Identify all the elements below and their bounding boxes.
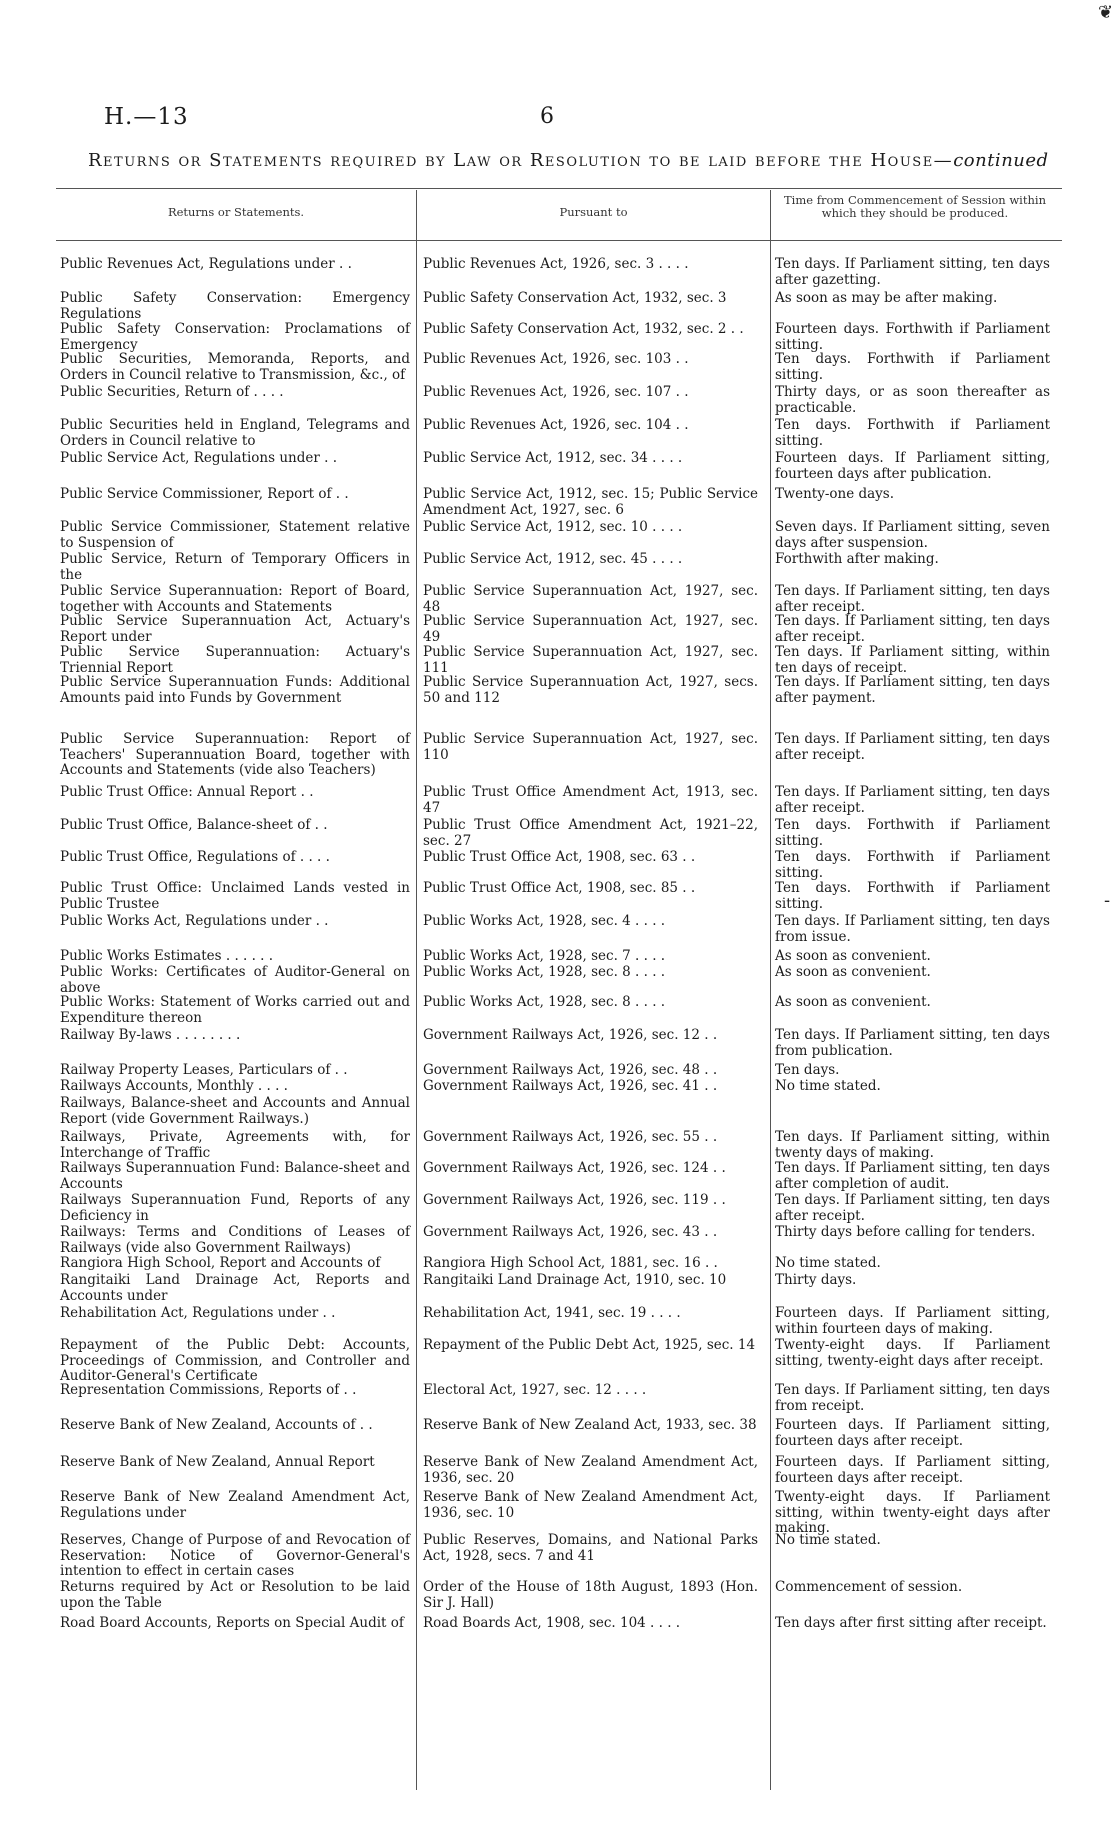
cell-time: Ten days. If Parliament sitting, ten days after receipt. — [775, 731, 1050, 763]
cell-returns: Public Works Act, Regulations under . . — [60, 913, 329, 929]
title-continued: continued — [953, 150, 1049, 171]
cell-time: Ten days after first sitting after receipt. — [775, 1615, 1047, 1631]
cell-time: Fourteen days. If Parliament sitting, within fourteen days of making. — [775, 1305, 1050, 1337]
cell-returns: Representation Commissions, Reports of . . — [60, 1382, 357, 1398]
cell-returns: Public Works Estimates . . . . . . — [60, 948, 274, 964]
cell-pursuant: Electoral Act, 1927, sec. 12 . . . . — [423, 1382, 647, 1398]
cell-time: Ten days. Forthwith if Parliament sitting. — [775, 880, 1050, 912]
cell-time: Thirty days, or as soon thereafter as practicable. — [775, 384, 1050, 416]
cell-time: Fourteen days. If Parliament sitting, fourteen days after receipt. — [775, 1417, 1050, 1449]
cell-pursuant: Public Safety Conservation Act, 1932, sec. 3 — [423, 290, 727, 306]
cell-time: No time stated. — [775, 1532, 881, 1548]
cell-returns: Public Service Superannuation Act, Actuary's Report under — [60, 613, 410, 645]
page-number: 6 — [540, 104, 554, 129]
cell-time: As soon as convenient. — [775, 948, 931, 964]
cell-returns: Public Service Superannuation Funds: Additional Amounts paid into Funds by Government — [60, 674, 410, 706]
cell-pursuant: Rehabilitation Act, 1941, sec. 19 . . . . — [423, 1305, 681, 1321]
cell-time: Twenty-eight days. If Parliament sitting, twenty-eight days after receipt. — [775, 1337, 1050, 1369]
cell-returns: Road Board Accounts, Reports on Special Audit of — [60, 1615, 404, 1631]
cell-returns: Reserve Bank of New Zealand, Accounts of . . — [60, 1417, 373, 1433]
column-header-pursuant: Pursuant to — [559, 205, 628, 219]
cell-time: Ten days. Forthwith if Parliament sitting. — [775, 849, 1050, 881]
cell-pursuant: Public Safety Conservation Act, 1932, sec. 2 . . — [423, 321, 744, 337]
cell-pursuant: Public Works Act, 1928, sec. 8 . . . . — [423, 964, 666, 980]
cell-time: Fourteen days. If Parliament sitting, fourteen days after publication. — [775, 450, 1050, 482]
cell-pursuant: Government Railways Act, 1926, sec. 12 . . — [423, 1027, 718, 1043]
cell-pursuant: Public Service Superannuation Act, 1927, sec. 110 — [423, 731, 758, 763]
cell-pursuant: Public Trust Office Act, 1908, sec. 85 . . — [423, 880, 696, 896]
cell-returns: Public Service Superannuation: Report of Teachers' Superannuation Board, together with Accounts and Statements (vide also Teachers) — [60, 731, 410, 778]
cell-time: As soon as convenient. — [775, 964, 931, 980]
cell-returns: Reserve Bank of New Zealand Amendment Act, Regulations under — [60, 1489, 410, 1521]
cell-returns: Reserves, Change of Purpose of and Revocation of Reservation: Notice of Governor-General's intention to effect in certain cases — [60, 1532, 410, 1579]
cell-returns: Public Service Commissioner, Report of . . — [60, 486, 349, 502]
margin-mark-right: - — [1104, 890, 1111, 911]
cell-returns: Rangiora High School, Report and Accounts of — [60, 1255, 381, 1271]
cell-returns: Public Service Superannuation: Actuary's Triennial Report — [60, 644, 410, 676]
cell-time: Ten days. — [775, 1062, 840, 1078]
cell-pursuant: Road Boards Act, 1908, sec. 104 . . . . — [423, 1615, 681, 1631]
cell-returns: Public Trust Office: Unclaimed Lands vested in Public Trustee — [60, 880, 410, 912]
cell-returns: Public Trust Office: Annual Report . . — [60, 784, 314, 800]
cell-pursuant: Government Railways Act, 1926, sec. 41 . . — [423, 1078, 718, 1094]
cell-pursuant: Public Revenues Act, 1926, sec. 107 . . — [423, 384, 689, 400]
cell-time: Ten days. If Parliament sitting, ten days after receipt. — [775, 784, 1050, 816]
cell-returns: Rangitaiki Land Drainage Act, Reports and Accounts under — [60, 1272, 410, 1304]
header-rule — [56, 240, 1062, 241]
cell-time: Thirty days. — [775, 1272, 857, 1288]
cell-returns: Rehabilitation Act, Regulations under . . — [60, 1305, 336, 1321]
cell-returns: Reserve Bank of New Zealand, Annual Report — [60, 1454, 375, 1470]
cell-time: Seven days. If Parliament sitting, seven days after suspension. — [775, 519, 1050, 551]
cell-returns: Public Service Act, Regulations under . . — [60, 450, 337, 466]
cell-time: Ten days. If Parliament sitting, within ten days of receipt. — [775, 644, 1050, 676]
cell-time: Twenty-eight days. If Parliament sitting, within twenty-eight days after making. — [775, 1489, 1050, 1536]
cell-pursuant: Public Revenues Act, 1926, sec. 3 . . . . — [423, 256, 689, 272]
cell-pursuant: Government Railways Act, 1926, sec. 124 . . — [423, 1160, 726, 1176]
cell-time: Ten days. Forthwith if Parliament sitting. — [775, 417, 1050, 449]
cell-time: Fourteen days. If Parliament sitting, fourteen days after receipt. — [775, 1454, 1050, 1486]
cell-pursuant: Government Railways Act, 1926, sec. 48 . . — [423, 1062, 718, 1078]
cell-pursuant: Reserve Bank of New Zealand Amendment Act, 1936, sec. 20 — [423, 1454, 758, 1486]
cell-pursuant: Order of the House of 18th August, 1893 (Hon. Sir J. Hall) — [423, 1579, 758, 1611]
cell-time: Ten days. If Parliament sitting, ten days after receipt. — [775, 1192, 1050, 1224]
cell-time: Fourteen days. Forthwith if Parliament sitting. — [775, 321, 1050, 353]
cell-returns: Public Trust Office, Balance-sheet of . . — [60, 817, 328, 833]
cell-returns: Public Securities, Return of . . . . — [60, 384, 284, 400]
cell-pursuant: Public Works Act, 1928, sec. 8 . . . . — [423, 994, 666, 1010]
cell-time: As soon as convenient. — [775, 994, 931, 1010]
cell-returns: Public Trust Office, Regulations of . . . . — [60, 849, 330, 865]
cell-returns: Railway By-laws . . . . . . . . — [60, 1027, 241, 1043]
cell-returns: Public Works: Certificates of Auditor-General on above — [60, 964, 410, 996]
cell-pursuant: Rangitaiki Land Drainage Act, 1910, sec. 10 — [423, 1272, 727, 1288]
cell-returns: Railways: Terms and Conditions of Leases of Railways (vide also Government Railways) — [60, 1224, 410, 1256]
cell-pursuant: Reserve Bank of New Zealand Act, 1933, sec. 38 — [423, 1417, 757, 1433]
cell-returns: Public Works: Statement of Works carried out and Expenditure thereon — [60, 994, 410, 1026]
cell-returns: Railway Property Leases, Particulars of . . — [60, 1062, 348, 1078]
cell-returns: Public Service Superannuation: Report of Board, together with Accounts and Statements — [60, 583, 410, 615]
cell-pursuant: Public Service Act, 1912, sec. 45 . . . . — [423, 551, 683, 567]
cell-pursuant: Public Trust Office Act, 1908, sec. 63 . . — [423, 849, 696, 865]
column-header-returns: Returns or Statements. — [167, 205, 305, 219]
cell-time: Ten days. If Parliament sitting, ten days after receipt. — [775, 583, 1050, 615]
cell-returns: Railways Accounts, Monthly . . . . — [60, 1078, 288, 1094]
cell-time: Ten days. If Parliament sitting, ten days after gazetting. — [775, 256, 1050, 288]
cell-pursuant: Government Railways Act, 1926, sec. 43 . . — [423, 1224, 718, 1240]
cell-time: As soon as may be after making. — [775, 290, 998, 306]
cell-returns: Public Service, Return of Temporary Officers in the — [60, 551, 410, 583]
cell-pursuant: Public Revenues Act, 1926, sec. 104 . . — [423, 417, 689, 433]
cell-returns: Railways Superannuation Fund: Balance-sheet and Accounts — [60, 1160, 410, 1192]
title-rule — [56, 188, 1062, 189]
cell-pursuant: Public Service Superannuation Act, 1927, sec. 49 — [423, 613, 758, 645]
column-header-time: Time from Commencement of Session within which they should be produced. — [784, 193, 1046, 220]
cell-pursuant: Public Reserves, Domains, and National Parks Act, 1928, secs. 7 and 41 — [423, 1532, 758, 1564]
cell-returns: Public Securities held in England, Telegrams and Orders in Council relative to — [60, 417, 410, 449]
cell-time: No time stated. — [775, 1255, 881, 1271]
column-divider-2 — [770, 190, 771, 1790]
cell-pursuant: Public Works Act, 1928, sec. 7 . . . . — [423, 948, 666, 964]
cell-returns: Public Safety Conservation: Proclamations of Emergency — [60, 321, 410, 353]
cell-returns: Public Service Commissioner, Statement relative to Suspension of — [60, 519, 410, 551]
cell-time: No time stated. — [775, 1078, 881, 1094]
cell-pursuant: Repayment of the Public Debt Act, 1925, sec. 14 — [423, 1337, 756, 1353]
cell-pursuant: Government Railways Act, 1926, sec. 55 . . — [423, 1129, 718, 1145]
cell-pursuant: Government Railways Act, 1926, sec. 119 . . — [423, 1192, 726, 1208]
cell-pursuant: Public Trust Office Amendment Act, 1913, sec. 47 — [423, 784, 758, 816]
title-main: Returns or Statements required by Law or Resolution to be laid before the House— — [88, 150, 954, 171]
cell-pursuant: Public Service Act, 1912, sec. 15; Public Service Amendment Act, 1927, sec. 6 — [423, 486, 758, 518]
cell-pursuant: Public Service Act, 1912, sec. 34 . . . . — [423, 450, 683, 466]
page-title — [88, 150, 1048, 171]
cell-pursuant: Public Service Superannuation Act, 1927, secs. 50 and 112 — [423, 674, 758, 706]
cell-returns: Public Safety Conservation: Emergency Regulations — [60, 290, 410, 322]
cell-pursuant: Public Works Act, 1928, sec. 4 . . . . — [423, 913, 666, 929]
page-reference: H.—13 — [104, 104, 189, 130]
cell-time: Ten days. If Parliament sitting, ten days after receipt. — [775, 613, 1050, 645]
cell-time: Ten days. If Parliament sitting, ten days after completion of audit. — [775, 1160, 1050, 1192]
cell-time: Ten days. If Parliament sitting, within twenty days of making. — [775, 1129, 1050, 1161]
cell-returns: Public Revenues Act, Regulations under . . — [60, 256, 352, 272]
cell-returns: Railways, Balance-sheet and Accounts and Annual Report (vide Government Railways.) — [60, 1095, 410, 1127]
cell-time: Ten days. If Parliament sitting, ten days from receipt. — [775, 1382, 1050, 1414]
cell-pursuant: Public Service Superannuation Act, 1927, sec. 48 — [423, 583, 758, 615]
cell-pursuant: Public Service Superannuation Act, 1927, sec. 111 — [423, 644, 758, 676]
cell-returns: Returns required by Act or Resolution to be laid upon the Table — [60, 1579, 410, 1611]
cell-time: Commencement of session. — [775, 1579, 963, 1595]
cell-time: Ten days. Forthwith if Parliament sitting. — [775, 351, 1050, 383]
cell-returns: Railways Superannuation Fund, Reports of any Deficiency in — [60, 1192, 410, 1224]
cell-pursuant: Public Service Act, 1912, sec. 10 . . . . — [423, 519, 683, 535]
cell-time: Ten days. Forthwith if Parliament sitting. — [775, 817, 1050, 849]
cell-returns: Railways, Private, Agreements with, for Interchange of Traffic — [60, 1129, 410, 1161]
column-divider-1 — [416, 190, 417, 1790]
column-headers — [56, 192, 1056, 240]
cell-pursuant: Rangiora High School Act, 1881, sec. 16 . . — [423, 1255, 718, 1271]
cell-pursuant: Reserve Bank of New Zealand Amendment Act, 1936, sec. 10 — [423, 1489, 758, 1521]
cell-time: Twenty-one days. — [775, 486, 895, 502]
cell-pursuant: Public Trust Office Amendment Act, 1921–22, sec. 27 — [423, 817, 758, 849]
cell-time: Ten days. If Parliament sitting, ten days from issue. — [775, 913, 1050, 945]
cell-time: Forthwith after making. — [775, 551, 939, 567]
margin-mark-top: ❦ — [1098, 2, 1114, 23]
cell-returns: Public Securities, Memoranda, Reports, and Orders in Council relative to Transmission, &c., of — [60, 351, 410, 383]
cell-time: Ten days. If Parliament sitting, ten days after payment. — [775, 674, 1050, 706]
cell-time: Thirty days before calling for tenders. — [775, 1224, 1036, 1240]
cell-returns: Repayment of the Public Debt: Accounts, Proceedings of Commission, and Controller and Auditor-General's Certificate — [60, 1337, 410, 1384]
cell-time: Ten days. If Parliament sitting, ten days from publication. — [775, 1027, 1050, 1059]
cell-pursuant: Public Revenues Act, 1926, sec. 103 . . — [423, 351, 689, 367]
